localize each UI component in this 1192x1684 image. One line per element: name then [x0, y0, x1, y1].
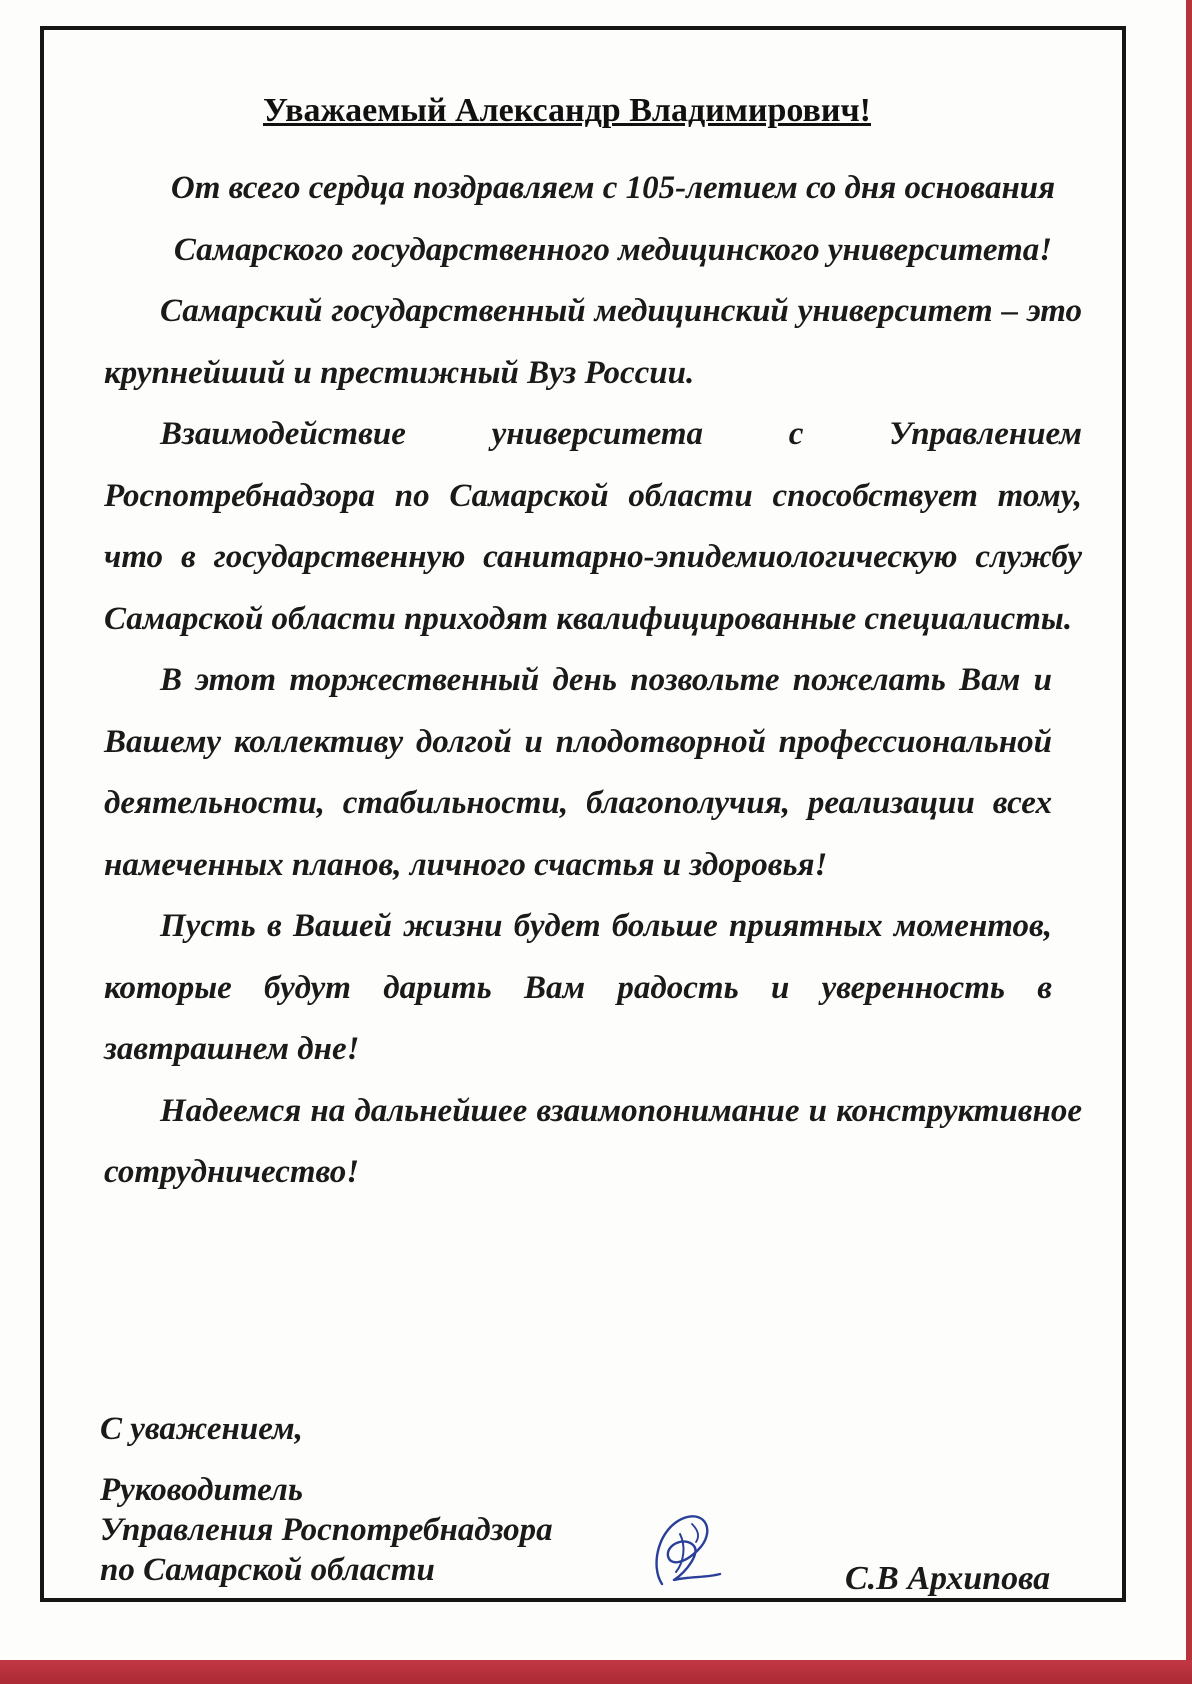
- signer-title-line: Руководитель: [100, 1472, 303, 1508]
- paragraph-university: Самарский государственный медицинский университет – это крупнейший и престижный Вуз России.: [104, 293, 1082, 391]
- signer-title-line: Управления Роспотребнадзора: [100, 1512, 553, 1548]
- letter-body: [104, 158, 1082, 1204]
- paragraph-cooperation: Взаимодействие университета с Управлением Роспотребнадзора по Самарской области способствует тому, что в государственную санитарно-эпидемиологическую службу Самарской области приходят квалифицированные специалисты.: [104, 416, 1082, 637]
- paragraph-wishes: В этот торжественный день позвольте пожелать Вам и Вашему коллективу долгой и плодотворной профессиональной деятельности, стабильности, благополучия, реализации всех намеченных планов, личного счастья и здоровья!: [104, 662, 1052, 883]
- paragraph-congratulation: От всего сердца поздравляем с 105-летием со дня основания Самарского государственного медицинского университета!: [170, 170, 1056, 268]
- handwritten-signature: [640, 1506, 730, 1596]
- signer-title-line: по Самарской области: [100, 1552, 435, 1588]
- folder-edge-bottom: [0, 1660, 1192, 1684]
- signer-name: С.В Архипова: [845, 1560, 1051, 1597]
- signer-title-block: [100, 1470, 553, 1590]
- paragraph-hope: Надеемся на дальнейшее взаимопонимание и конструктивное сотрудничество!: [104, 1092, 1082, 1190]
- salutation-heading: Уважаемый Александр Владимирович!: [262, 92, 872, 129]
- closing-line: С уважением,: [100, 1411, 303, 1447]
- folder-edge-right: [1186, 0, 1192, 1684]
- paragraph-moments: Пусть в Вашей жизни будет больше приятных моментов, которые будут дарить Вам радость и уверенность в завтрашнем дне!: [104, 908, 1052, 1067]
